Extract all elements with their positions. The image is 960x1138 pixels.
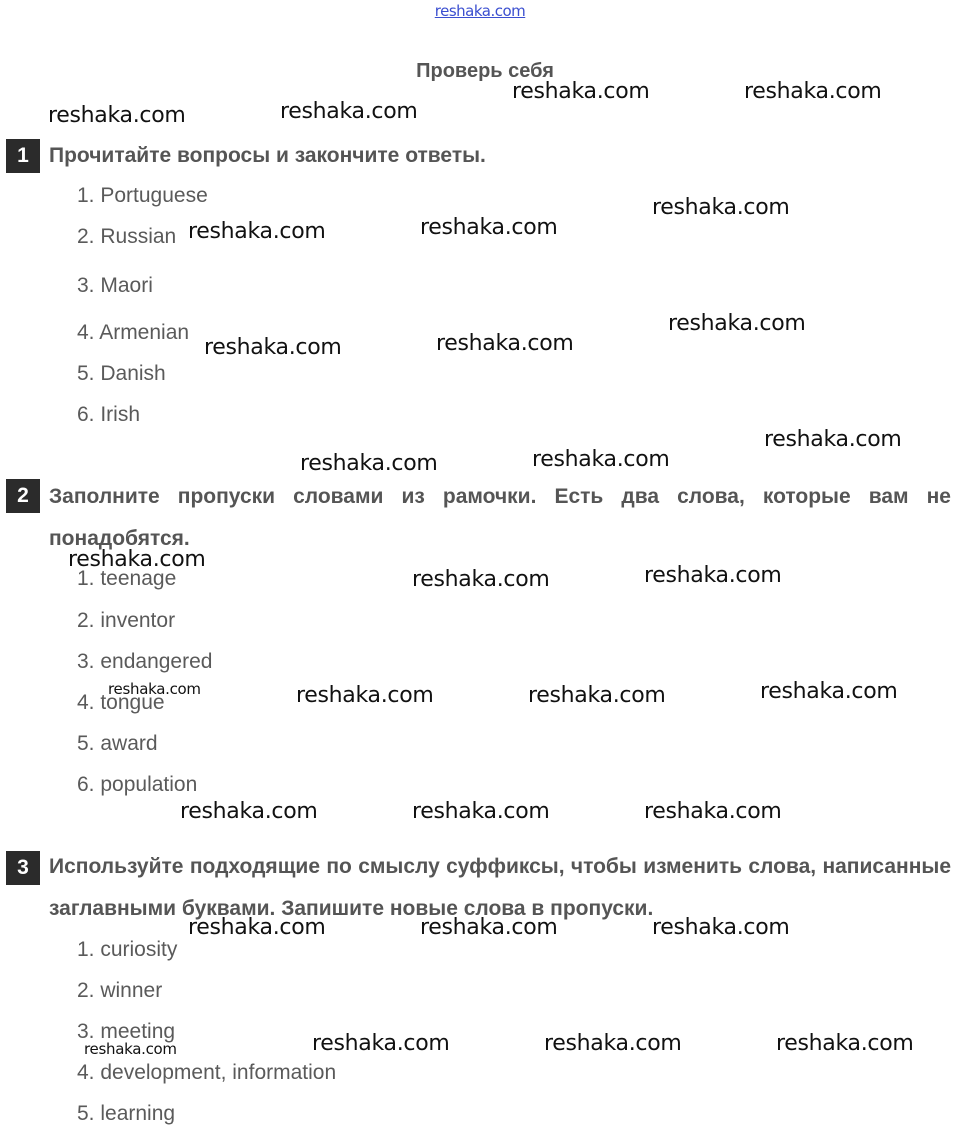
task-1-answer-3: 3. Maori (77, 274, 153, 297)
task-2-instruction: Заполните пропуски словами из рамочки. Есть два слова, которые вам не понадобятся. (49, 485, 951, 550)
watermark: reshaka.com (412, 567, 550, 592)
watermark: reshaka.com (180, 799, 318, 824)
task-1-answer-5: 5. Danish (77, 362, 166, 385)
watermark: reshaka.com (652, 915, 790, 940)
task-1-answer-4: 4. Armenian (77, 321, 190, 344)
watermark: reshaka.com (644, 563, 782, 588)
task-2-answer-6: 6. population (77, 773, 198, 796)
watermark: reshaka.com (544, 1031, 682, 1056)
task-2-answer-4: 4. tongue (77, 691, 165, 714)
task-3-instruction: Используйте подходящие по смыслу суффиксы, чтобы изменить слова, написанные заглавными буквами. Запишите новые слова в пропуски. (49, 855, 951, 920)
watermark: reshaka.com (420, 215, 558, 240)
watermark: reshaka.com (528, 683, 666, 708)
watermark: reshaka.com (68, 547, 206, 572)
task-2-number: 2 (6, 479, 40, 513)
watermark: reshaka.com (652, 195, 790, 220)
watermark: reshaka.com (420, 915, 558, 940)
watermark: reshaka.com (512, 79, 650, 104)
task-3-number: 3 (6, 851, 40, 885)
task-1-answer-2: 2. Russian (77, 225, 177, 248)
task-3-answer-1: 1. curiosity (77, 938, 178, 961)
watermark: reshaka.com (764, 427, 902, 452)
task-2-answer-3: 3. endangered (77, 650, 213, 673)
task-2-answer-5: 5. award (77, 732, 158, 755)
watermark: reshaka.com (668, 311, 806, 336)
task-2-answer-2: 2. inventor (77, 609, 176, 632)
task-1-number: 1 (6, 139, 40, 173)
watermark: reshaka.com (48, 103, 186, 128)
watermark: reshaka.com (532, 447, 670, 472)
watermark: reshaka.com (644, 799, 782, 824)
task-1-instruction: Прочитайте вопросы и закончите ответы. (49, 144, 486, 167)
task-3-answer-5: 5. learning (77, 1102, 176, 1125)
task-2-answer-1: 1. teenage (77, 567, 177, 590)
page-title: Проверь себя (416, 60, 554, 82)
watermark: reshaka.com (776, 1031, 914, 1056)
task-3-answer-2: 2. winner (77, 979, 163, 1002)
watermark: reshaka.com (204, 335, 342, 360)
watermark: reshaka.com (412, 799, 550, 824)
watermark: reshaka.com (760, 679, 898, 704)
watermark: reshaka.com (300, 451, 438, 476)
watermark: reshaka.com (312, 1031, 450, 1056)
watermark: reshaka.com (296, 683, 434, 708)
site-header-link[interactable]: reshaka.com (434, 2, 526, 20)
task-3-answer-3: 3. meeting (77, 1020, 176, 1043)
task-1-answer-6: 6. Irish (77, 403, 141, 426)
watermark: reshaka.com (188, 219, 326, 244)
watermark: reshaka.com (188, 915, 326, 940)
watermark: reshaka.com (436, 331, 574, 356)
watermark: reshaka.com (84, 1040, 177, 1058)
task-3-answer-4: 4. development, information (77, 1061, 337, 1084)
watermark: reshaka.com (744, 79, 882, 104)
task-1-answer-1: 1. Portuguese (77, 184, 208, 207)
watermark: reshaka.com (108, 680, 201, 698)
watermark: reshaka.com (280, 99, 418, 124)
